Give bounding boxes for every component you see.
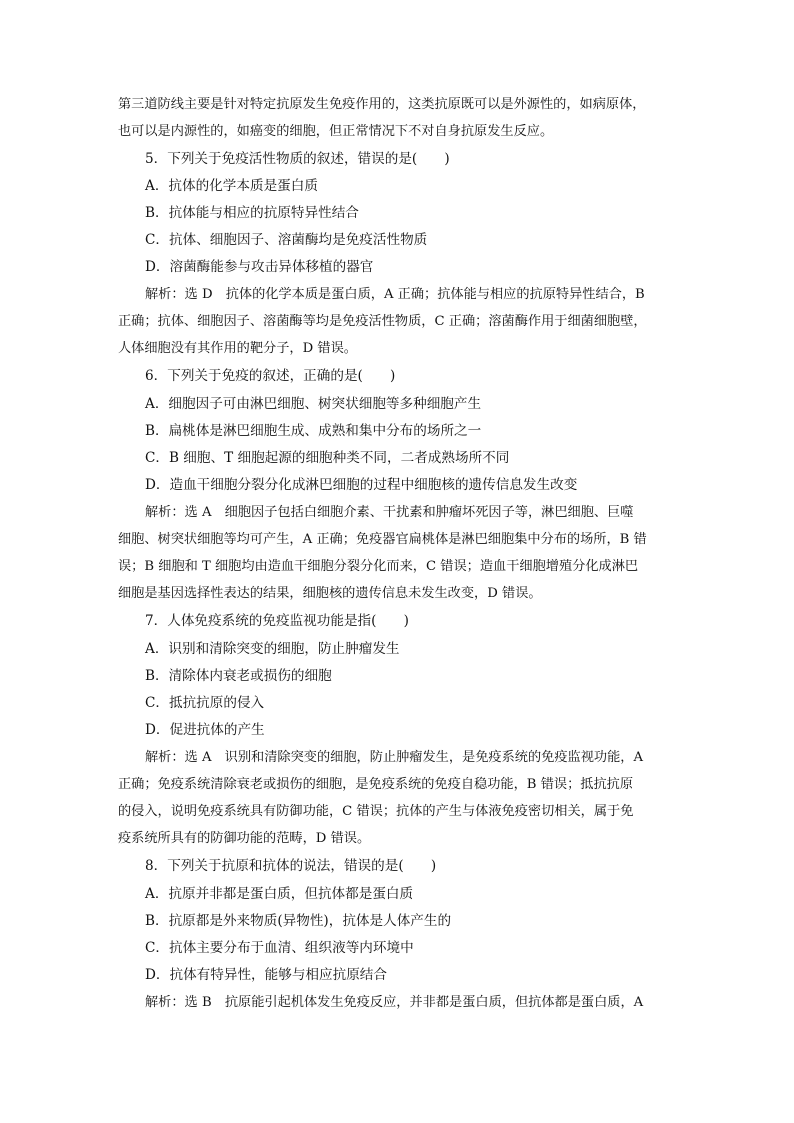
question-6-option-b: B．扁桃体是淋巴细胞生成、成熟和集中分布的场所之一: [145, 423, 482, 439]
question-7-stem: 7．人体免疫系统的免疫监视功能是指( ): [145, 613, 409, 629]
question-5-option-c: C．抗体、细胞因子、溶菌酶均是免疫活性物质: [145, 232, 428, 248]
question-7-explanation: 的侵入，说明免疫系统具有防御功能，C 错误；抗体的产生与体液免疫密切相关，属于免: [118, 804, 634, 819]
question-8-option-a: A．抗原并非都是蛋白质，但抗体都是蛋白质: [145, 886, 414, 902]
question-6-option-d: D．造血干细胞分裂分化成淋巴细胞的过程中细胞核的遗传信息发生改变: [145, 477, 578, 493]
question-7-option-b: B．清除体内衰老或损伤的细胞: [145, 668, 332, 684]
question-6-option-a: A．细胞因子可由淋巴细胞、树突状细胞等多种细胞产生: [145, 396, 482, 412]
question-5-option-d: D．溶菌酶能参与攻击异体移植的器官: [145, 259, 374, 275]
question-8-option-c: C．抗体主要分布于血清、组织液等内环境中: [145, 940, 414, 956]
question-7-explanation: 解析：选 A 识别和清除突变的细胞，防止肿瘤发生，是免疫系统的免疫监视功能，A: [145, 750, 643, 765]
question-8-stem: 8．下列关于抗原和抗体的说法，错误的是( ): [145, 858, 437, 874]
question-6-explanation: 误；B 细胞和 T 细胞均由造血干细胞分裂分化而来，C 错误；造血干细胞增殖分化成淋巴: [118, 559, 639, 574]
question-7-option-c: C．抵抗抗原的侵入: [145, 695, 265, 711]
question-7-explanation: 正确；免疫系统清除衰老或损伤的细胞，是免疫系统的免疫自稳功能，B 错误；抵抗抗原: [118, 777, 634, 792]
question-7-option-d: D．促进抗体的产生: [145, 722, 265, 738]
question-5-option-b: B．抗体能与相应的抗原特异性结合: [145, 205, 359, 221]
explanation-line: 第三道防线主要是针对特定抗原发生免疫作用的，这类抗原既可以是外源性的，如病原体，: [118, 97, 646, 112]
question-5-option-a: A．抗体的化学本质是蛋白质: [145, 178, 318, 194]
question-6-explanation: 细胞、树突状细胞等均可产生，A 正确；免疫器官扁桃体是淋巴细胞集中分布的场所，B 错: [118, 532, 647, 547]
question-5-explanation: 正确；抗体、细胞因子、溶菌酶等均是免疫活性物质，C 正确；溶菌酶作用于细菌细胞壁，: [118, 314, 647, 329]
question-5-stem: 5．下列关于免疫活性物质的叙述，错误的是( ): [145, 151, 450, 167]
question-5-explanation: 解析：选 D 抗体的化学本质是蛋白质，A 正确；抗体能与相应的抗原特异性结合，B: [145, 287, 645, 302]
question-8-explanation: 解析：选 B 抗原能引起机体发生免疫反应，并非都是蛋白质，但抗体都是蛋白质，A: [145, 995, 644, 1010]
question-5-explanation: 人体细胞没有其作用的靶分子，D 错误。: [118, 341, 357, 356]
question-7-explanation: 疫系统所具有的防御功能的范畴，D 错误。: [118, 831, 371, 846]
question-6-explanation: 细胞是基因选择性表达的结果，细胞核的遗传信息未发生改变，D 错误。: [118, 586, 542, 601]
question-8-option-b: B．抗原都是外来物质(异物性)，抗体是人体产生的: [145, 913, 452, 929]
question-7-option-a: A．识别和清除突变的细胞，防止肿瘤发生: [145, 641, 400, 657]
question-6-option-c: C．B 细胞、T 细胞起源的细胞种类不同，二者成熟场所不同: [145, 450, 510, 466]
question-6-stem: 6．下列关于免疫的叙述，正确的是( ): [145, 368, 396, 384]
explanation-line: 也可以是内源性的，如癌变的细胞，但正常情况下不对自身抗原发生反应。: [118, 124, 554, 139]
question-8-option-d: D．抗体有特异性，能够与相应抗原结合: [145, 967, 387, 983]
question-6-explanation: 解析：选 A 细胞因子包括白细胞介素、干扰素和肿瘤坏死因子等，淋巴细胞、巨噬: [145, 505, 634, 520]
